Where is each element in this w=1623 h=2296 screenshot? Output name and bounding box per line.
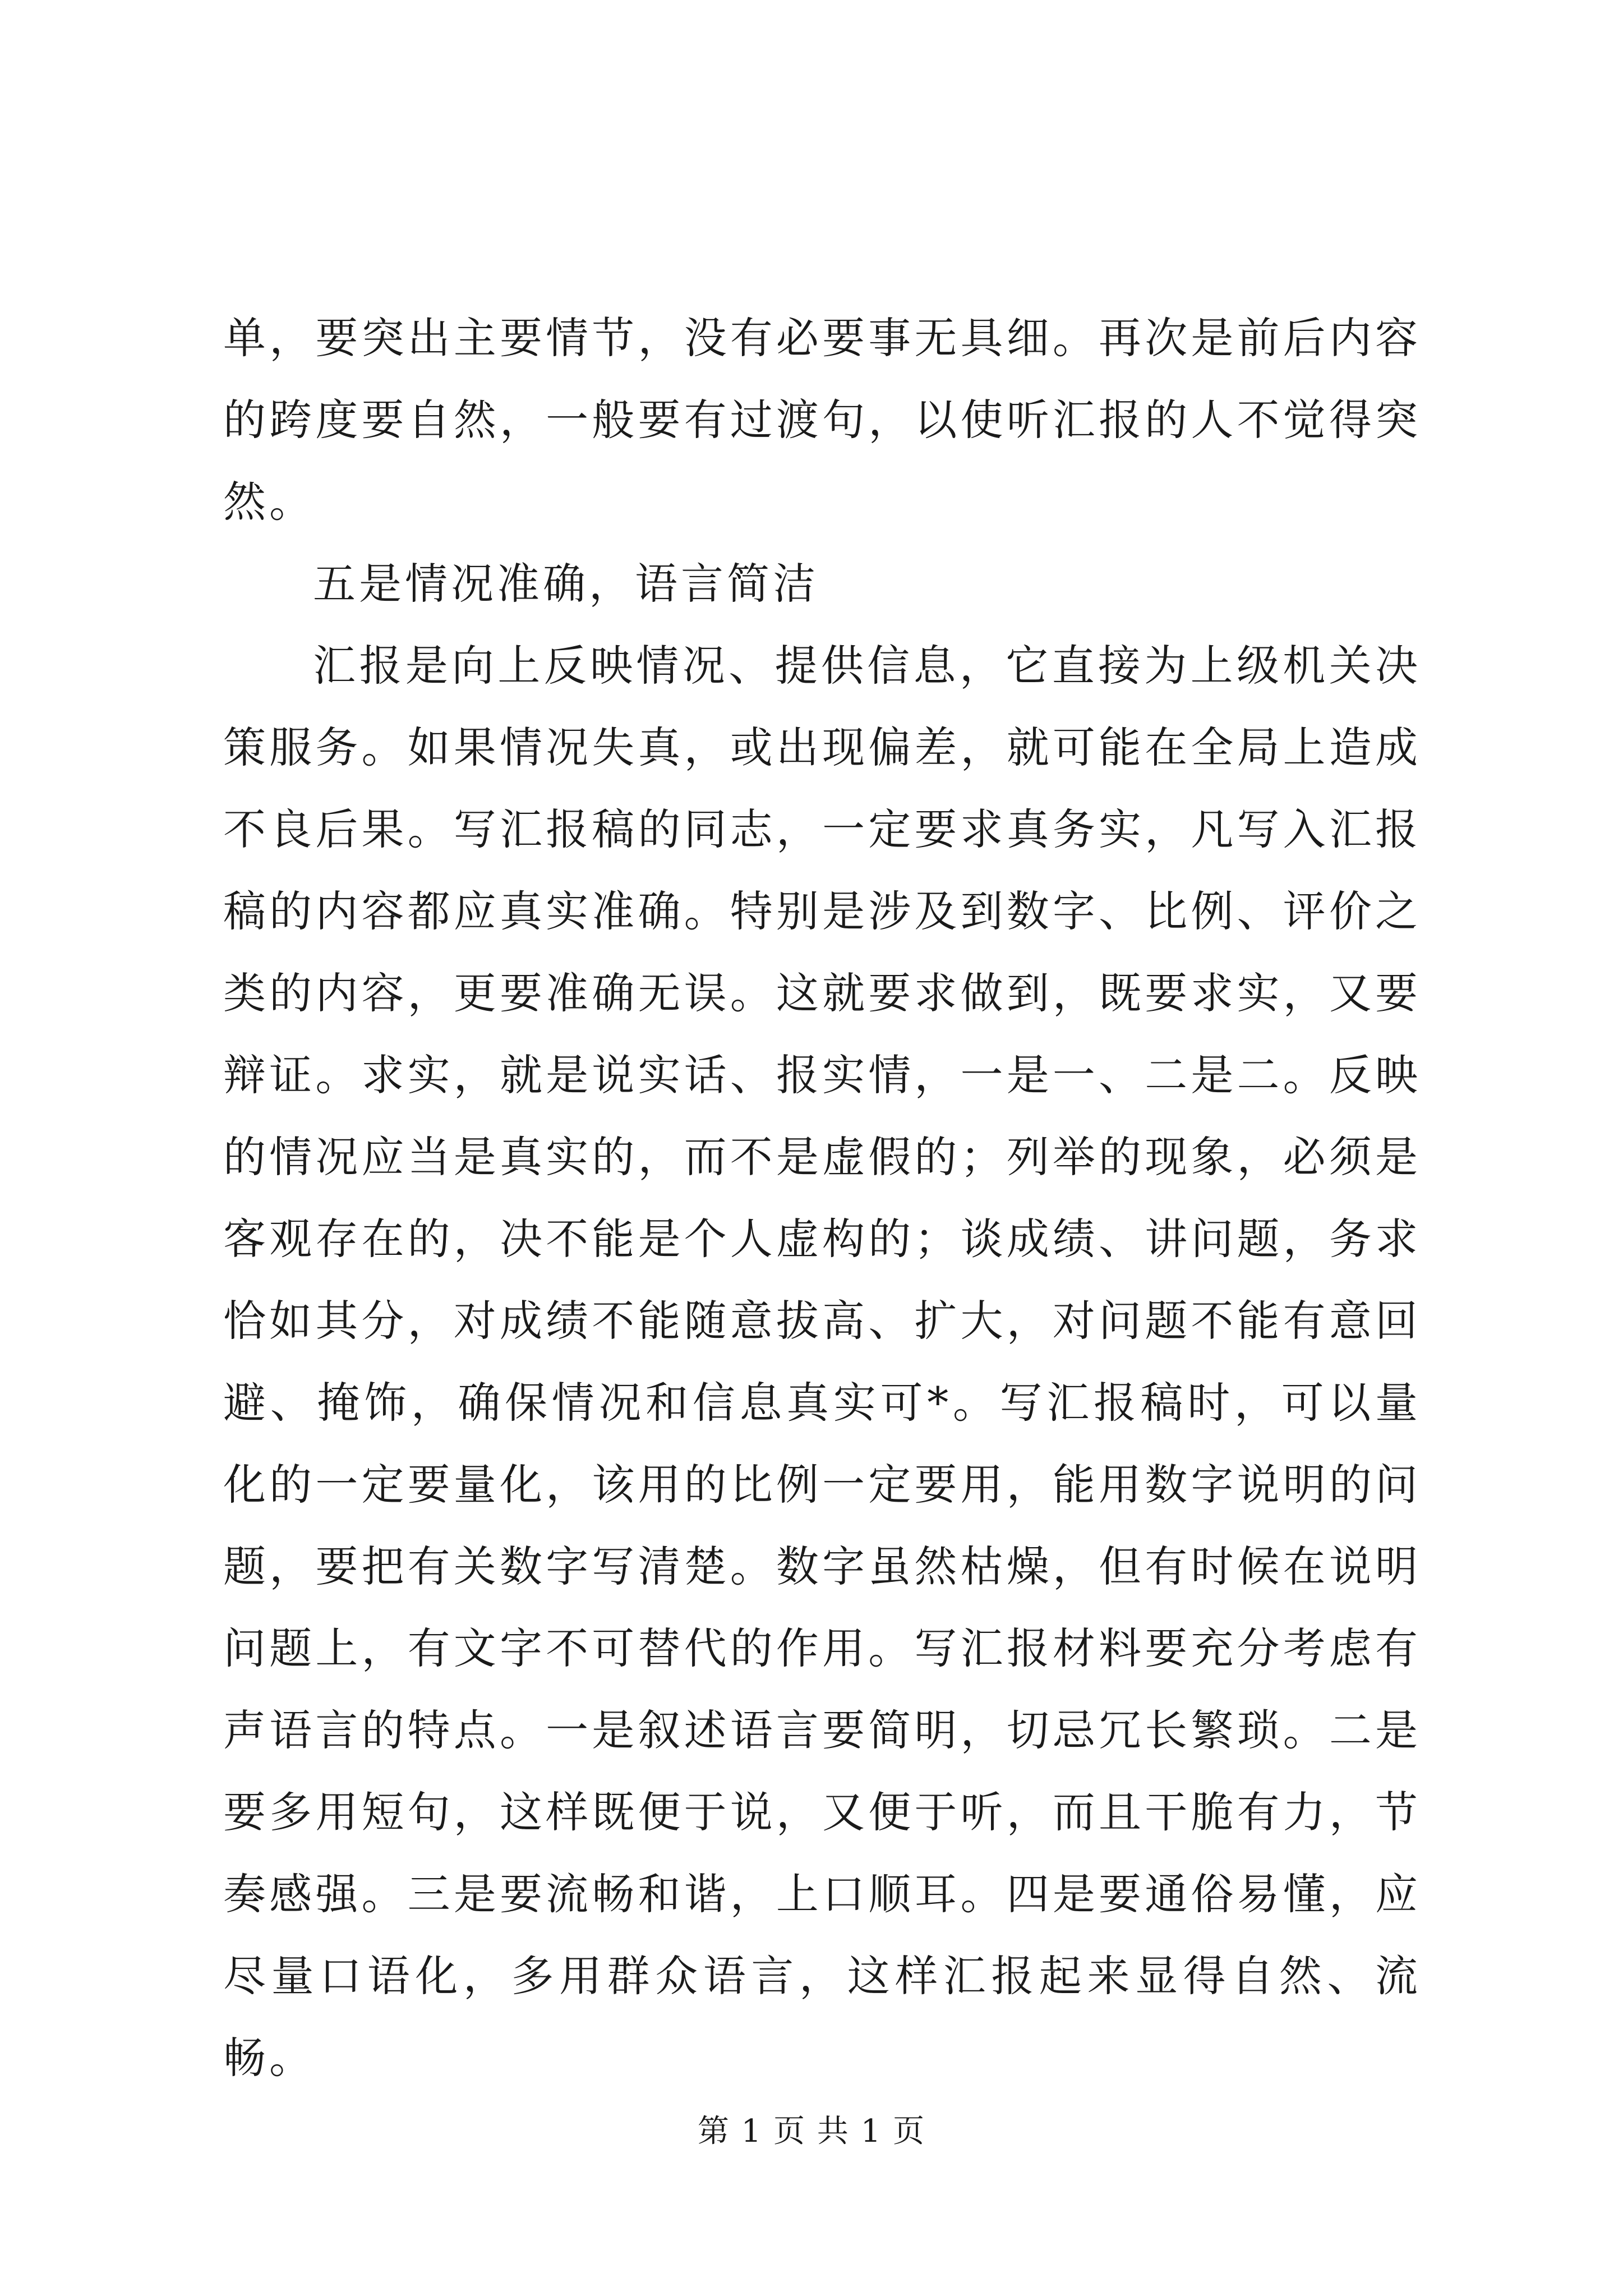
page-footer: 第 1 页 共 1 页	[697, 2113, 926, 2150]
paragraph-body: 汇报是向上反映情况、提供信息，它直接为上级机关决策服务。如果情况失真，或出现偏差，就可能在全局上造成不良后果。写汇报稿的同志，一定要求真务实，凡写入汇报稿的内容都应真实准确。特别是涉及到数字、比例、评价之类的内容，更要准确无误。这就要求做到，既要求实，又要辩证。求实，就是说实话、报实情，一是一、二是二。反映的情况应当是真实的，而不是虚假的；列举的现象，必须是客观存在的，决不能是个人虚构的；谈成绩、讲问题，务求恰如其分，对成绩不能随意拔高、扩大，对问题不能有意回避、掩饰，确保情况和信息真实可*。写汇报稿时，可以量化的一定要量化，该用的比例一定要用，能用数字说明的问题，要把有关数字写清楚。数字虽然枯燥，但有时候在说明问题上，有文字不可替代的作用。写汇报材料要充分考虑有声语言的特点。一是叙述语言要简明，切忌冗长繁琐。二是要多用短句，这样既便于说，又便于听，而且干脆有力，节奏感强。三是要流畅和谐，上口顺耳。四是要通俗易懂，应尽量口语化，多用群众语言，这样汇报起来显得自然、流畅。	[223, 641, 1421, 2083]
document-body	[223, 297, 1421, 2099]
paragraph-continuation: 单，要突出主要情节，没有必要事无具细。再次是前后内容的跨度要自然，一般要有过渡句，以使听汇报的人不觉得突然。	[223, 313, 1421, 527]
section-heading: 五是情况准确，语言简洁	[313, 559, 819, 609]
